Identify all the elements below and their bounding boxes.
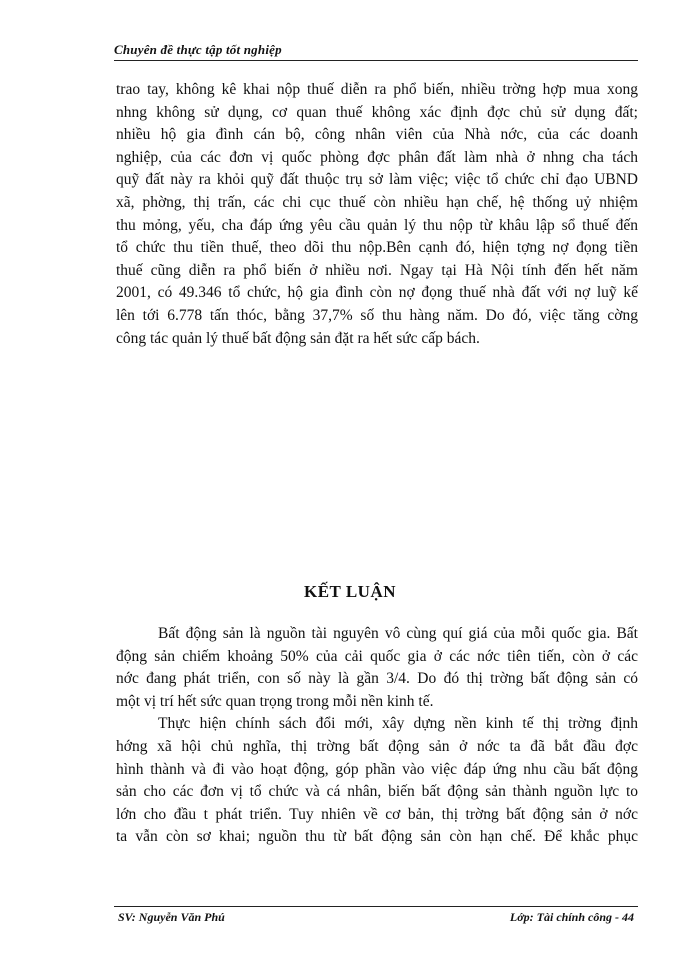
body-line: thu mỏng, yếu, cha đáp ứng yêu cầu quản lý thu nộp từ khâu lập sổ thuế đến: [116, 216, 638, 234]
body-line: nhiều hộ gia đình cán bộ, công nhân viên của Nhà nớc, của các doanh: [116, 126, 638, 144]
conclusion-line: Thực hiện chính sách đổi mới, xây dựng nền kinh tế thị trờng định: [158, 715, 638, 733]
footer-student: SV: Nguyễn Văn Phú: [118, 910, 225, 924]
conclusion-line: hình thành và đi vào hoạt động, góp phần vào việc đáp ứng nhu cầu bất động: [116, 760, 638, 778]
body-line: công tác quản lý thuế bất động sản đặt ra hết sức cấp bách.: [116, 329, 480, 347]
section-heading: KẾT LUẬN: [303, 582, 396, 601]
body-line: thuế cũng diễn ra phổ biến ở nhiều nơi. Ngay tại Hà Nội tính đến hết năm: [116, 261, 638, 279]
body-line: 2001, có 49.346 tổ chức, hộ gia đình còn nợ đọng thuế nhà đất với nợ luỹ kế: [116, 284, 638, 302]
conclusion-line: động sản chiếm khoảng 50% của cải quốc gia ở các nớc tiên tiến, còn ở các: [116, 647, 638, 665]
conclusion-line: nớc đang phát triển, con số này là gần 3/4. Do đó thị trờng bất động sản có: [116, 670, 638, 688]
body-line: trao tay, không kê khai nộp thuế diễn ra phổ biến, nhiều trờng hợp mua xong: [116, 81, 638, 98]
conclusion-line: một vị trí hết sức quan trọng trong mỗi nền kinh tế.: [116, 692, 434, 710]
conclusion-line: ta vẫn còn sơ khai; nguồn thu từ bất động sản còn hạn chế. Để khắc phục: [116, 828, 638, 846]
conclusion-line: sản cho các đơn vị tổ chức và cá nhân, biến bất động sản thành nguồn lực to: [116, 783, 638, 801]
body-line: nghiệp, của các đơn vị quốc phòng đợc phân đất làm nhà ở nhng cha tách: [116, 148, 638, 166]
header-title: Chuyên đề thực tập tốt nghiệp: [114, 42, 282, 57]
conclusion-line: Bất động sản là nguồn tài nguyên vô cùng quí giá của mỗi quốc gia. Bất: [158, 625, 638, 642]
conclusion-paragraphs: [116, 623, 638, 849]
footer-class: Lớp: Tài chính công - 44: [509, 910, 634, 924]
body-line: lên tới 6.778 tấn thóc, bằng 37,7% số thu hàng năm. Do đó, việc tăng cờng: [116, 306, 638, 324]
conclusion-line: hớng xã hội chủ nghĩa, thị trờng bất động sản ở nớc ta đã bắt đầu đợc: [116, 737, 638, 755]
body-line: xã, phờng, thị trấn, các chi cục thuế còn nhiều hạn chế, hệ thống uỷ nhiệm: [116, 193, 638, 211]
body-paragraph: [116, 79, 638, 350]
page-footer: [114, 906, 638, 929]
body-line: quỹ đất này ra khỏi quỹ đất thuộc trụ sở làm việc; việc tổ chức chỉ đạo UBND: [116, 171, 638, 189]
body-line: tổ chức thu tiền thuế, theo dõi thu nộp.Bên cạnh đó, hiện tợng nợ đọng tiền: [116, 239, 638, 257]
page-header: [114, 38, 638, 61]
conclusion-line: lớn cho đầu t phát triển. Tuy nhiên về cơ bản, thị trờng bất động sản ở nớc: [116, 805, 638, 823]
body-line: nhng không sử dụng, cơ quan thuế không xác định đợc chủ sử dụng đất;: [116, 103, 638, 121]
